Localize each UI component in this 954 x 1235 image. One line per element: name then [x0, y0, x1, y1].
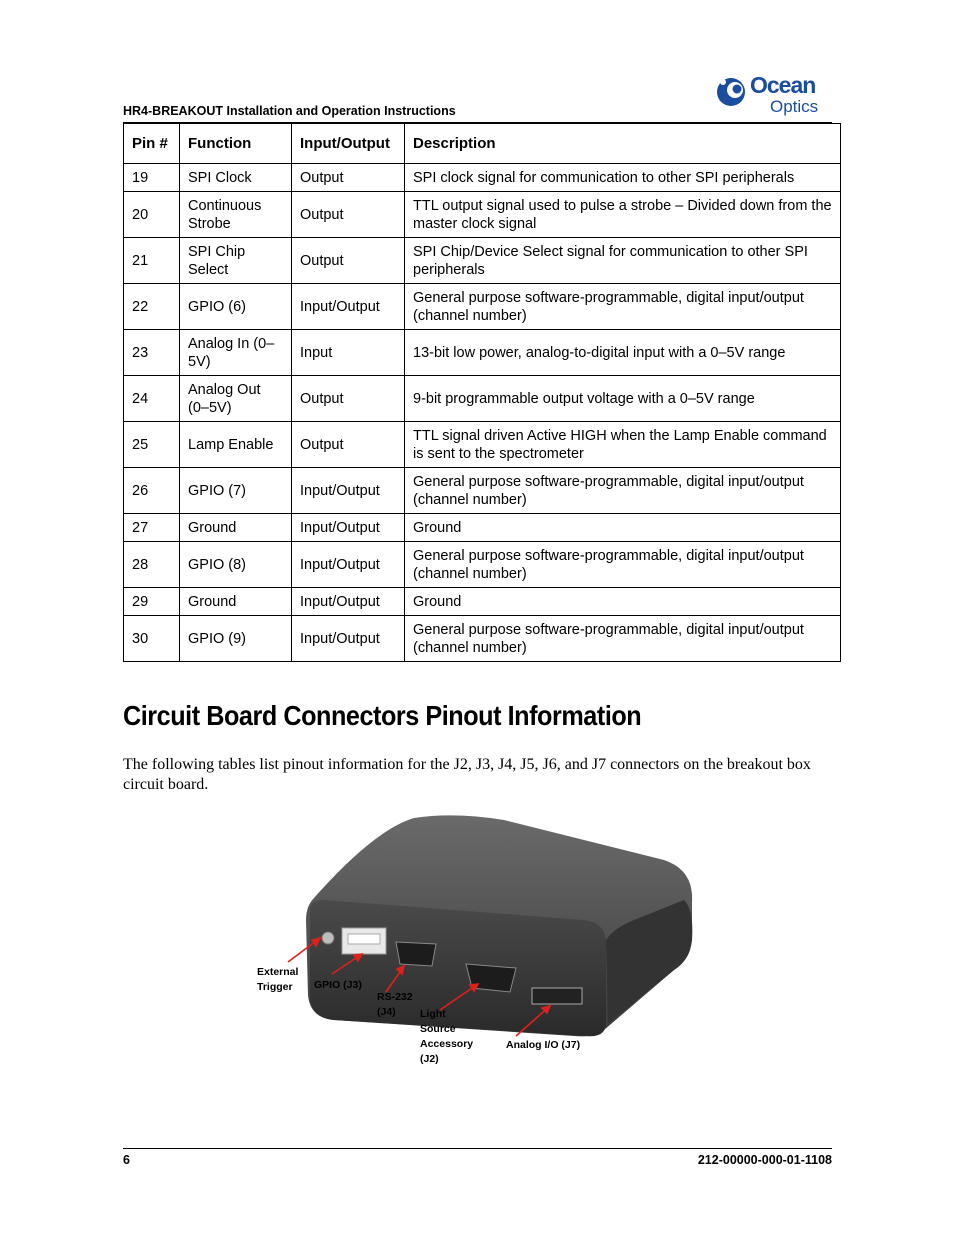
- external-trigger-jack-icon: [322, 932, 334, 944]
- logo-text-ocean: Ocean: [750, 72, 816, 98]
- table-row: [124, 192, 841, 238]
- label-light-source: Source: [420, 1023, 456, 1035]
- cell-io: Input/Output: [292, 588, 405, 616]
- label-external-trigger: Trigger: [257, 981, 293, 993]
- cell-pin: 29: [124, 588, 180, 616]
- cell-function: GPIO (8): [180, 542, 292, 588]
- cell-description: SPI clock signal for communication to other SPI peripherals: [405, 164, 841, 192]
- device-body-icon: [306, 815, 692, 1036]
- cell-function: GPIO (6): [180, 284, 292, 330]
- label-rs232: RS-232: [377, 991, 413, 1003]
- cell-description: 13-bit low power, analog-to-digital input with a 0–5V range: [405, 330, 841, 376]
- rs232-connector-icon: [396, 942, 436, 966]
- cell-io: Output: [292, 164, 405, 192]
- table-row: [124, 238, 841, 284]
- cell-function: Lamp Enable: [180, 422, 292, 468]
- column-header-function: Function: [180, 124, 292, 164]
- cell-pin: 25: [124, 422, 180, 468]
- cell-pin: 23: [124, 330, 180, 376]
- logo-mark-icon: [717, 78, 745, 106]
- section-heading: Circuit Board Connectors Pinout Information: [123, 700, 642, 731]
- cell-function: Ground: [180, 514, 292, 542]
- cell-io: Input/Output: [292, 616, 405, 662]
- cell-description: Ground: [405, 588, 841, 616]
- cell-description: General purpose software-programmable, digital input/output (channel number): [405, 284, 841, 330]
- analog-io-connector-icon: [532, 988, 582, 1004]
- body-paragraph: The following tables list pinout information for the J2, J3, J4, J5, J6, and J7 connectors on the breakout box circuit board.: [123, 756, 811, 793]
- cell-function: Analog In (0–5V): [180, 330, 292, 376]
- column-header-pin: Pin #: [124, 124, 180, 164]
- pinout-table: [123, 123, 841, 662]
- footer-rule: [123, 1148, 832, 1149]
- table-row: [124, 468, 841, 514]
- cell-description: TTL signal driven Active HIGH when the Lamp Enable command is sent to the spectrometer: [405, 422, 841, 468]
- label-analog-io: Analog I/O (J7): [506, 1039, 581, 1051]
- cell-function: SPI Clock: [180, 164, 292, 192]
- cell-io: Input/Output: [292, 468, 405, 514]
- document-number: 212-00000-000-01-1108: [697, 1153, 832, 1167]
- cell-pin: 26: [124, 468, 180, 514]
- cell-pin: 28: [124, 542, 180, 588]
- cell-pin: 27: [124, 514, 180, 542]
- cell-function: SPI Chip Select: [180, 238, 292, 284]
- table-row: [124, 376, 841, 422]
- table-header-row: [124, 124, 841, 164]
- cell-io: Input/Output: [292, 542, 405, 588]
- cell-io: Input/Output: [292, 284, 405, 330]
- label-external-trigger: External: [257, 966, 299, 978]
- cell-function: Continuous Strobe: [180, 192, 292, 238]
- label-gpio: GPIO (J3): [314, 979, 362, 991]
- table-row: [124, 330, 841, 376]
- column-header-description: Description: [405, 124, 841, 164]
- cell-io: Output: [292, 376, 405, 422]
- label-light-source: Accessory: [420, 1038, 474, 1050]
- cell-description: 9-bit programmable output voltage with a 0–5V range: [405, 376, 841, 422]
- cell-pin: 30: [124, 616, 180, 662]
- table-row: [124, 616, 841, 662]
- cell-description: TTL output signal used to pulse a strobe – Divided down from the master clock signal: [405, 192, 841, 238]
- cell-description: General purpose software-programmable, digital input/output (channel number): [405, 542, 841, 588]
- cell-pin: 21: [124, 238, 180, 284]
- cell-pin: 19: [124, 164, 180, 192]
- cell-function: GPIO (9): [180, 616, 292, 662]
- label-light-source: Light: [420, 1008, 446, 1020]
- table-row: [124, 422, 841, 468]
- cell-io: Output: [292, 238, 405, 284]
- cell-description: General purpose software-programmable, digital input/output (channel number): [405, 616, 841, 662]
- label-light-source: (J2): [420, 1053, 439, 1065]
- logo-text-optics: Optics: [770, 97, 819, 116]
- table-row: [124, 514, 841, 542]
- cell-io: Output: [292, 422, 405, 468]
- cell-description: SPI Chip/Device Select signal for communication to other SPI peripherals: [405, 238, 841, 284]
- gpio-connector-icon: [342, 928, 386, 954]
- cell-pin: 20: [124, 192, 180, 238]
- table-row: [124, 542, 841, 588]
- page-number: 6: [123, 1153, 130, 1167]
- table-row: [124, 588, 841, 616]
- cell-pin: 22: [124, 284, 180, 330]
- cell-function: GPIO (7): [180, 468, 292, 514]
- cell-function: Analog Out (0–5V): [180, 376, 292, 422]
- cell-description: Ground: [405, 514, 841, 542]
- label-rs232: (J4): [377, 1006, 396, 1018]
- cell-io: Input: [292, 330, 405, 376]
- table-row: [124, 284, 841, 330]
- cell-io: Output: [292, 192, 405, 238]
- cell-io: Input/Output: [292, 514, 405, 542]
- cell-description: General purpose software-programmable, digital input/output (channel number): [405, 468, 841, 514]
- column-header-io: Input/Output: [292, 124, 405, 164]
- ocean-optics-logo: [714, 70, 832, 116]
- breakout-box-figure: [254, 810, 698, 1072]
- table-row: [124, 164, 841, 192]
- cell-function: Ground: [180, 588, 292, 616]
- running-header: HR4-BREAKOUT Installation and Operation Instructions: [123, 104, 456, 118]
- cell-pin: 24: [124, 376, 180, 422]
